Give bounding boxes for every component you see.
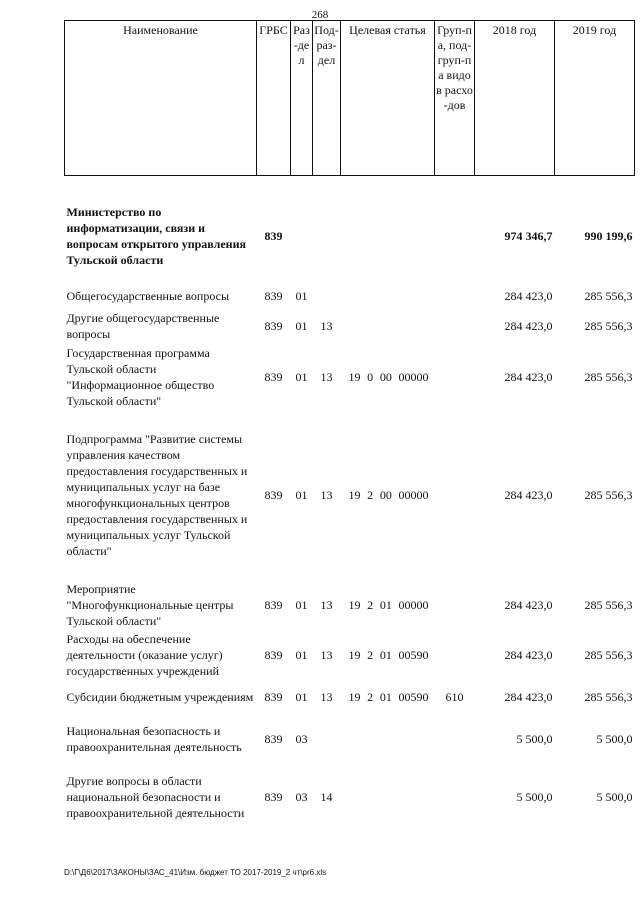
row-group bbox=[435, 308, 475, 344]
target-part-3: 01 bbox=[379, 647, 392, 662]
row-podrazdel: 14 bbox=[320, 789, 333, 804]
row-podrazdel: 13 bbox=[320, 647, 333, 662]
row-podrazdel: 13 bbox=[320, 318, 333, 333]
row-grbs: 839 bbox=[264, 689, 283, 704]
target-part-2: 2 bbox=[367, 597, 374, 612]
target-part-2: 2 bbox=[367, 647, 374, 662]
header-grbs: ГРБС bbox=[257, 21, 291, 176]
target-part-4: 00000 bbox=[398, 597, 429, 612]
row-2018: 5 500,0 bbox=[516, 731, 553, 746]
row-2018: 974 346,7 bbox=[504, 228, 553, 243]
row-name: Расходы на обеспечение деятельности (оказание услуг) государственных учреждений bbox=[66, 631, 223, 678]
row-grbs: 839 bbox=[264, 318, 283, 333]
row-razdel bbox=[291, 202, 313, 270]
row-razdel: 01 bbox=[295, 487, 308, 502]
row-2018: 5 500,0 bbox=[516, 789, 553, 804]
row-2019: 990 199,6 bbox=[584, 228, 633, 243]
table-row bbox=[65, 308, 635, 344]
target-part-4: 00590 bbox=[398, 689, 429, 704]
target-part-2: 2 bbox=[367, 487, 374, 502]
target-part-3: 01 bbox=[379, 597, 392, 612]
row-grbs: 839 bbox=[264, 369, 283, 384]
header-year-2018: 2018 год bbox=[475, 21, 555, 176]
target-part-1: 19 bbox=[348, 689, 361, 704]
target-part-3: 00 bbox=[379, 487, 392, 502]
row-2018: 284 423,0 bbox=[504, 597, 553, 612]
header-year-2019: 2019 год bbox=[555, 21, 635, 176]
row-razdel: 01 bbox=[295, 369, 308, 384]
row-group bbox=[435, 284, 475, 308]
row-name: Другие вопросы в области национальной безопасности и правоохранительной деятельности bbox=[66, 773, 245, 820]
target-part-2: 2 bbox=[367, 689, 374, 704]
row-target bbox=[341, 284, 435, 308]
table-row bbox=[65, 580, 635, 630]
target-part-2: 0 bbox=[367, 369, 374, 384]
table-row bbox=[65, 430, 635, 560]
row-podrazdel bbox=[313, 284, 341, 308]
row-grbs: 839 bbox=[264, 597, 283, 612]
row-razdel: 01 bbox=[295, 689, 308, 704]
page-number: 268 bbox=[311, 9, 329, 21]
target-part-3: 01 bbox=[379, 689, 392, 704]
table-row bbox=[65, 344, 635, 410]
row-group bbox=[435, 344, 475, 410]
row-2019: 285 556,3 bbox=[584, 597, 633, 612]
row-2019: 5 500,0 bbox=[596, 731, 633, 746]
row-razdel: 01 bbox=[295, 318, 308, 333]
row-grbs: 839 bbox=[264, 228, 283, 243]
row-razdel: 01 bbox=[295, 288, 308, 303]
header-razdel: Раз-дел bbox=[291, 21, 313, 176]
row-podrazdel bbox=[313, 202, 341, 270]
row-group: 610 bbox=[445, 689, 464, 704]
row-2019: 5 500,0 bbox=[596, 789, 633, 804]
row-name: Национальная безопасность и правоохранительная деятельность bbox=[66, 723, 242, 754]
row-2019: 285 556,3 bbox=[584, 318, 633, 333]
row-grbs: 839 bbox=[264, 487, 283, 502]
row-name: Субсидии бюджетным учреждениям bbox=[66, 689, 254, 704]
row-target bbox=[341, 764, 435, 830]
row-podrazdel: 13 bbox=[320, 597, 333, 612]
file-path-footer: D:\Г\Д6\2017\ЗАКОНЫ\ЗАС_41\Изм. бюджет ТО 2017-2019_2 чт\pr6.xls bbox=[64, 868, 327, 877]
row-2019: 285 556,3 bbox=[584, 647, 633, 662]
row-target bbox=[341, 630, 435, 680]
table-row bbox=[65, 202, 635, 270]
row-2019: 285 556,3 bbox=[584, 369, 633, 384]
row-2018: 284 423,0 bbox=[504, 487, 553, 502]
row-razdel: 01 bbox=[295, 647, 308, 662]
row-podrazdel bbox=[313, 714, 341, 764]
row-name: Общегосударственные вопросы bbox=[66, 288, 230, 303]
row-target bbox=[341, 308, 435, 344]
row-name: Подпрограмма "Развитие системы управления качеством предоставления государственных и муниципальных услуг на базе многофункциональных центров предоставления государственных и муниципальных услуг Тульской области" bbox=[66, 431, 248, 558]
row-podrazdel: 13 bbox=[320, 369, 333, 384]
row-2019: 285 556,3 bbox=[584, 487, 633, 502]
header-group: Груп-па, под-груп-па видов расхо-дов bbox=[435, 21, 475, 176]
row-target bbox=[341, 680, 435, 714]
target-part-1: 19 bbox=[348, 647, 361, 662]
row-grbs: 839 bbox=[264, 789, 283, 804]
row-razdel: 03 bbox=[295, 731, 308, 746]
target-part-1: 19 bbox=[348, 487, 361, 502]
row-name: Министерство по информатизации, связи и вопросам открытого управления Тульской области bbox=[66, 204, 247, 267]
row-group bbox=[435, 764, 475, 830]
row-target bbox=[341, 202, 435, 270]
budget-table bbox=[64, 20, 635, 830]
row-group bbox=[435, 202, 475, 270]
row-group bbox=[435, 580, 475, 630]
row-group bbox=[435, 430, 475, 560]
row-2018: 284 423,0 bbox=[504, 318, 553, 333]
table-row bbox=[65, 764, 635, 830]
target-part-1: 19 bbox=[348, 369, 361, 384]
row-group bbox=[435, 630, 475, 680]
row-2019: 285 556,3 bbox=[584, 689, 633, 704]
row-podrazdel: 13 bbox=[320, 689, 333, 704]
row-razdel: 03 bbox=[295, 789, 308, 804]
row-2018: 284 423,0 bbox=[504, 369, 553, 384]
target-part-4: 00590 bbox=[398, 647, 429, 662]
row-podrazdel: 13 bbox=[320, 487, 333, 502]
row-grbs: 839 bbox=[264, 647, 283, 662]
row-2018: 284 423,0 bbox=[504, 689, 553, 704]
row-target bbox=[341, 714, 435, 764]
header-target: Целевая статья bbox=[341, 21, 435, 176]
target-part-1: 19 bbox=[348, 597, 361, 612]
row-name: Другие общегосударственные вопросы bbox=[66, 310, 220, 341]
row-2019: 285 556,3 bbox=[584, 288, 633, 303]
row-group bbox=[435, 714, 475, 764]
table-row bbox=[65, 630, 635, 680]
row-name: Мероприятие "Многофункциональные центры Тульской области" bbox=[66, 581, 234, 628]
table-header-row bbox=[65, 21, 635, 176]
row-target bbox=[341, 430, 435, 560]
target-part-4: 00000 bbox=[398, 369, 429, 384]
header-podrazdel: Под-раз-дел bbox=[313, 21, 341, 176]
row-grbs: 839 bbox=[264, 731, 283, 746]
row-grbs: 839 bbox=[264, 288, 283, 303]
row-target bbox=[341, 580, 435, 630]
target-part-3: 00 bbox=[379, 369, 392, 384]
table-row bbox=[65, 680, 635, 714]
target-part-4: 00000 bbox=[398, 487, 429, 502]
row-razdel: 01 bbox=[295, 597, 308, 612]
row-2018: 284 423,0 bbox=[504, 647, 553, 662]
header-name: Наименование bbox=[65, 21, 257, 176]
table-row bbox=[65, 284, 635, 308]
table-row bbox=[65, 714, 635, 764]
row-name: Государственная программа Тульской области "Информационное общество Тульской области" bbox=[66, 345, 215, 408]
row-target bbox=[341, 344, 435, 410]
row-2018: 284 423,0 bbox=[504, 288, 553, 303]
